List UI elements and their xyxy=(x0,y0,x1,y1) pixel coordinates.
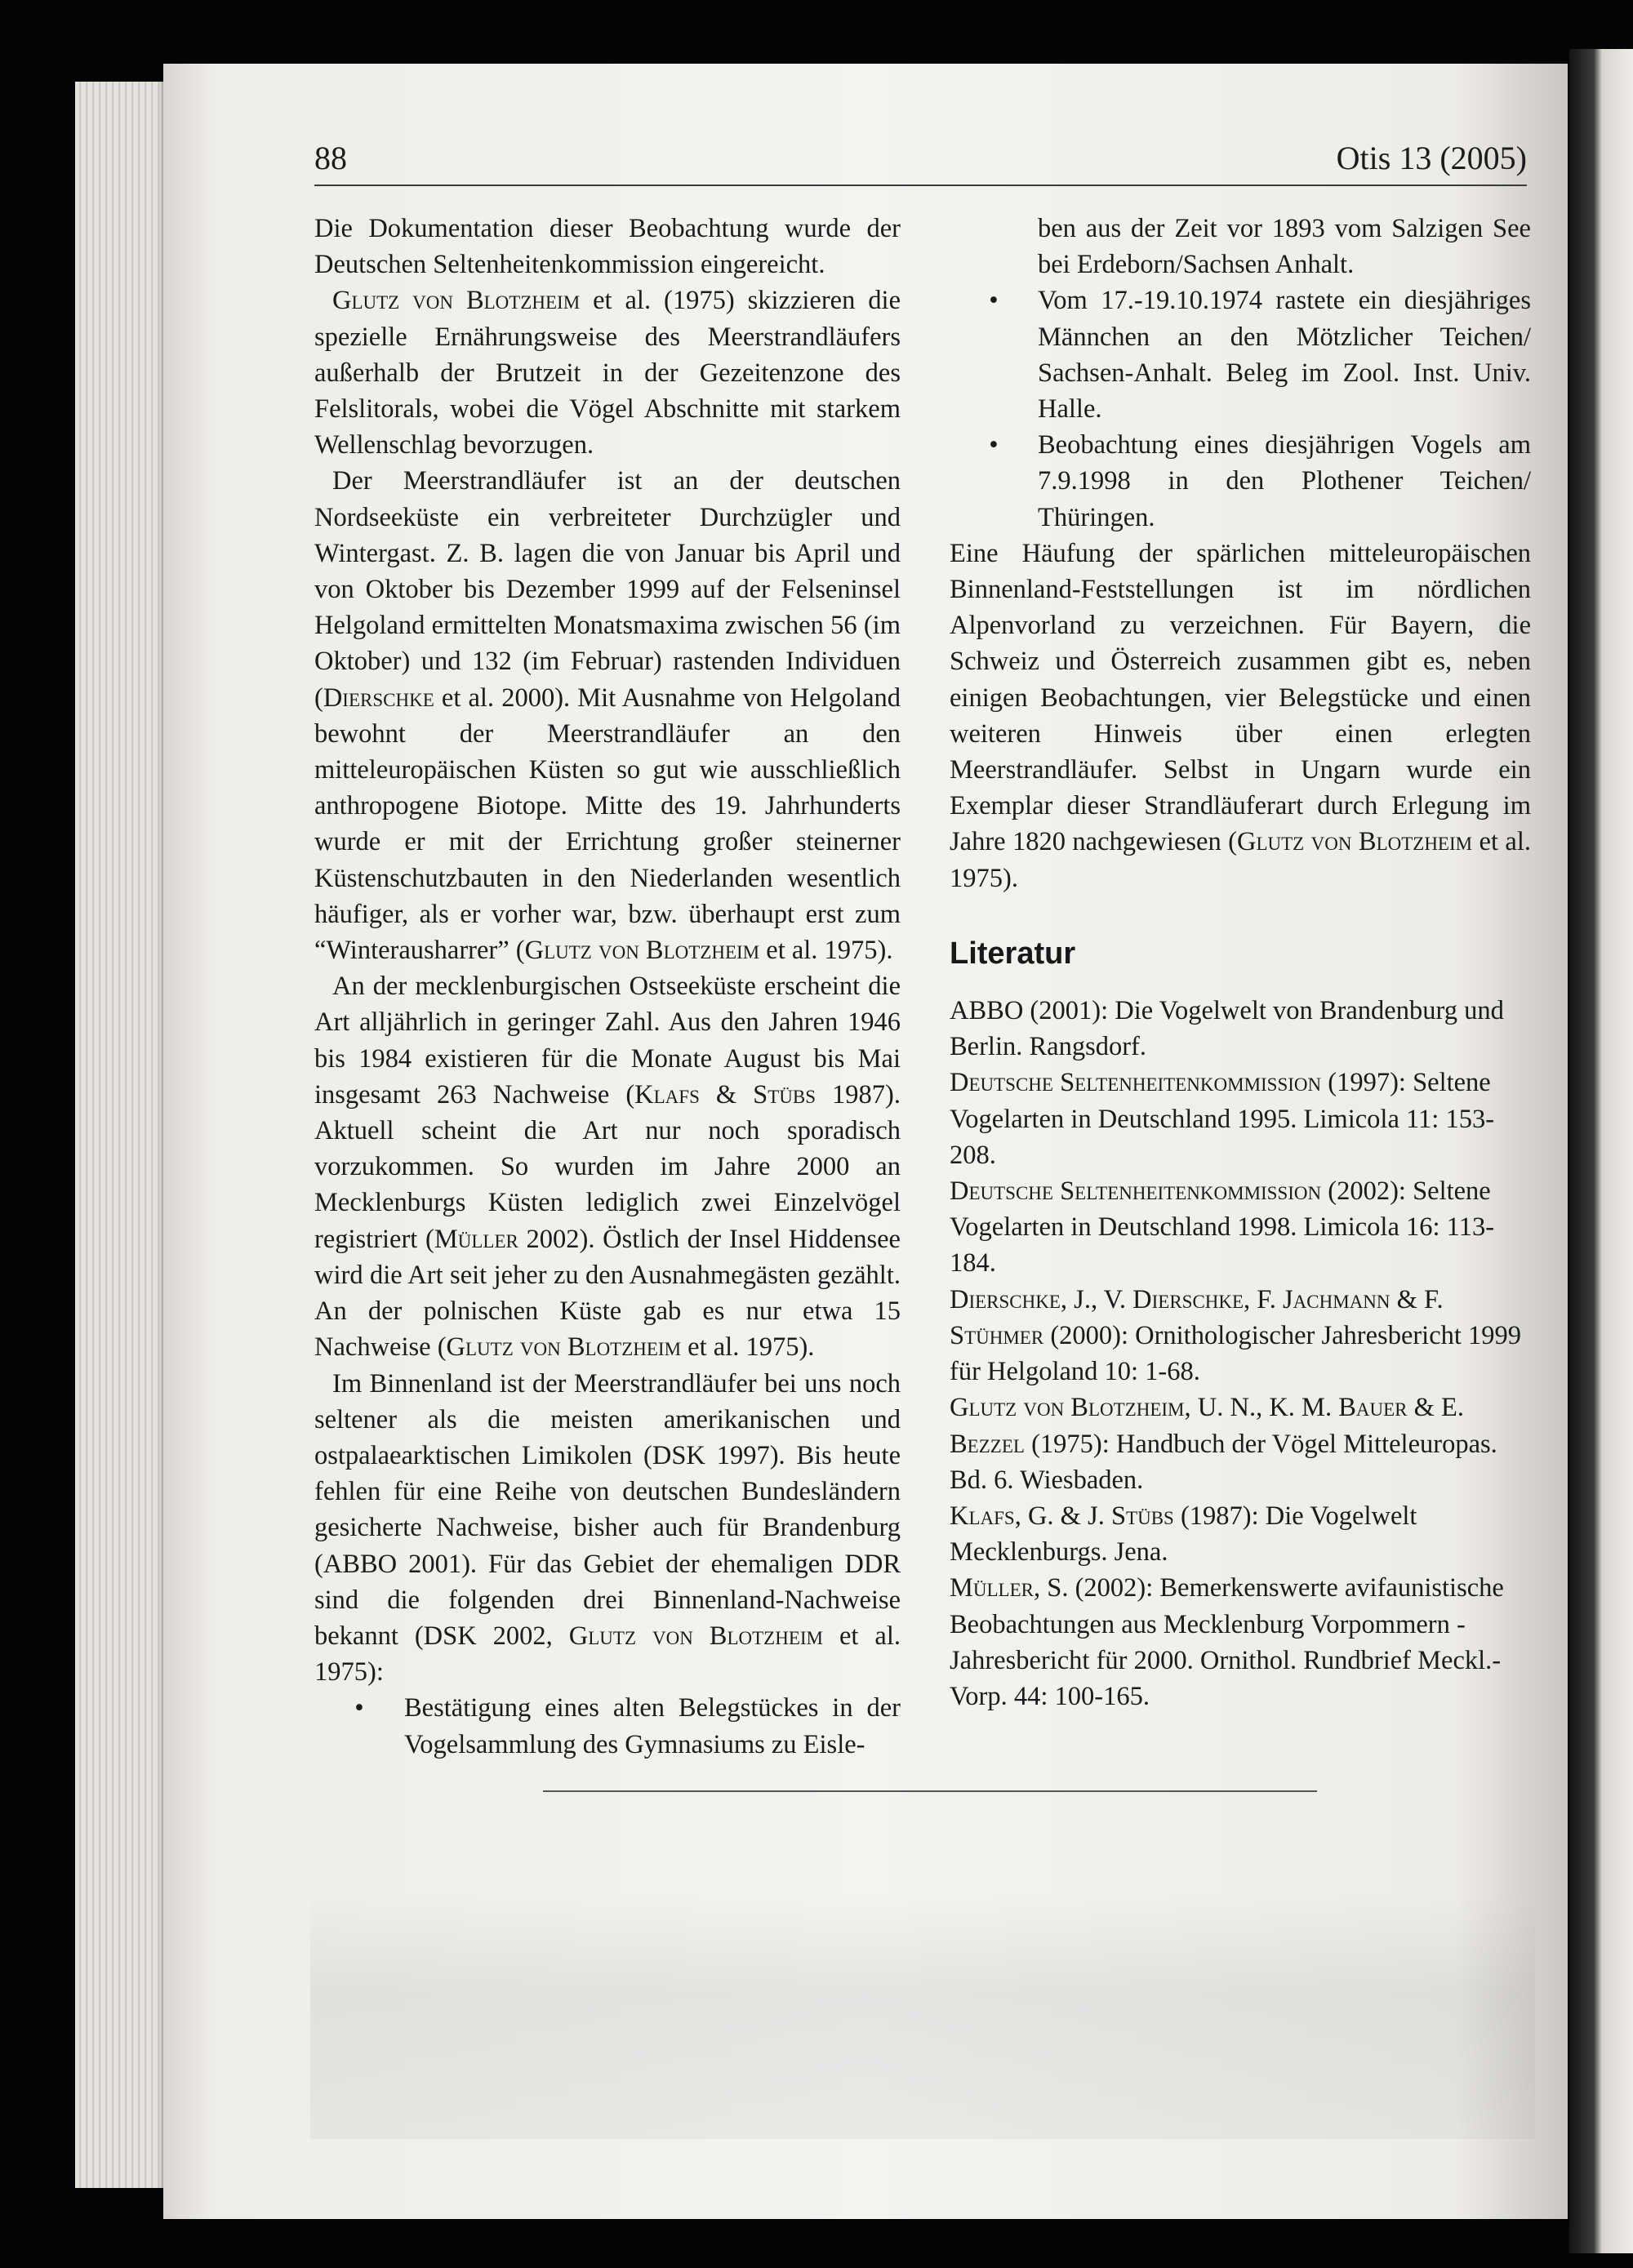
paragraph: An der mecklenburgischen Ostseeküste erscheint die Art alljährlich in geringer Zahl. Aus den Jahren 1946 bis 1984 existieren für die Monate August bis Mai insgesamt 263 Nachweise (Klafs & Stübs 1987). Aktuell scheint die Art nur noch sporadisch vorzukommen. So wurden im Jahre 2000 an Mecklenburgs Küsten lediglich zwei Einzelvögel registriert (Müller 2002). Östlich der Insel Hiddensee wird die Art seit jeher zu den Ausnahmegästen gezählt. An der polnischen Küste gab es nur etwa 15 Nachweise (Glutz von Blotzheim et al. 1975). xyxy=(314,972,901,1363)
bullet-mark: • xyxy=(354,1693,364,1723)
reference-author: Deutsche Seltenheitenkommission xyxy=(950,1068,1322,1098)
paragraph: Eine Häufung der spärlichen mitteleuropäischen Binnenland-Feststellungen ist im nördlichen Alpenvorland zu verzeichnen. Für Bayern, die Schweiz und Österreich zusammen gibt es, neben einigen Beobachtungen, vier Belegstücke und einen weiteren Hinweis über einen erlegten Meerstrandläufer. Selbst in Ungarn wurde ein Exemplar dieser Strandläuferart durch Erlegung im Jahre 1820 nachgewiesen (Glutz von Blotzheim et al. 1975). xyxy=(950,538,1531,893)
reference-entry: Glutz von Blotzheim, U. N., K. M. Bauer & E. Bezzel (1975): Handbuch der Vögel Mitteleuropas. Bd. 6. Wiesbaden. xyxy=(950,1393,1497,1495)
author-name: Glutz von Blotzheim xyxy=(568,1621,823,1651)
bullet-mark: • xyxy=(989,286,999,316)
reference-author: Müller, S. xyxy=(950,1573,1069,1603)
paragraph: Die Dokumentation dieser Beobachtung wurde der Deutschen Seltenheitenkommission eingereicht. xyxy=(314,214,901,280)
paragraph: Im Binnenland ist der Meerstrandläufer bei uns noch seltener als die meisten amerikanischen und ostpalaearktischen Limikolen (DSK 1997). Bis heute fehlen für eine Reihe von deutschen Bundesländern gesicherte Nachweise, bisher auch für Brandenburg (ABBO 2001). Für das Gebiet der ehemaligen DDR sind die folgenden drei Binnenland-Nachweise bekannt (DSK 2002, Glutz von Blotzheim et al. 1975): xyxy=(314,1368,901,1688)
reference-entry: Deutsche Seltenheitenkommission (2002): Seltene Vogelarten in Deutschland 1998. Limicola 16: 113-184. xyxy=(950,1176,1495,1279)
list-item xyxy=(950,282,1531,427)
reference-entry: Deutsche Seltenheitenkommission (1997): Seltene Vogelarten in Deutschland 1995. Limicola 11: 153-208. xyxy=(950,1068,1495,1170)
running-header xyxy=(314,139,1527,188)
author-name: Glutz von Blotzheim xyxy=(524,936,760,966)
list-item-text: Beobachtung eines diesjährigen Vogels am 7.9.1998 in den Plothener Teichen/ Thüringen. xyxy=(1038,430,1531,532)
reference-author: Glutz von Blotzheim, U. N., K. M. Bauer & E. Bezzel xyxy=(950,1393,1464,1459)
header-rule xyxy=(314,185,1527,186)
list-item-text: Bestätigung eines alten Belegstückes in der Vogelsammlung des Gymnasiums zu Eisle- xyxy=(404,1693,901,1759)
author-name: Dierschke xyxy=(323,683,434,713)
list-item-continued: ben aus der Zeit vor 1893 vom Salzigen See bei Erdeborn/Sachsen Anhalt. xyxy=(1038,214,1531,280)
left-column xyxy=(314,211,901,1763)
author-name: Müller xyxy=(434,1224,518,1254)
author-name: Glutz von Blotzheim xyxy=(1236,827,1473,857)
author-name: Glutz von Blotzheim xyxy=(446,1332,682,1363)
reference-entry: Müller, S. (2002): Bemerkenswerte avifaunistische Beobachtungen aus Mecklenburg Vorpommern - Jahresbericht für 2000. Ornithol. Rundbrief Meckl.-Vorp. 44: 100-165. xyxy=(950,1573,1504,1711)
reference-author: Klafs, G. & J. Stübs xyxy=(950,1501,1174,1531)
reference-entry: Klafs, G. & J. Stübs (1987): Die Vogelwelt Mecklenburgs. Jena. xyxy=(950,1501,1417,1568)
reference-author: Dierschke, J., V. Dierschke, F. Jachmann & F. Stühmer xyxy=(950,1284,1444,1350)
list-item xyxy=(314,1690,901,1762)
show-through-shadow xyxy=(310,1894,1535,2139)
bottom-rule xyxy=(543,1790,1317,1792)
reference-list xyxy=(950,993,1531,1714)
author-name: Klafs & Stübs xyxy=(634,1079,816,1110)
right-column xyxy=(950,211,1531,1714)
paragraph: Glutz von Blotzheim et al. (1975) skizzieren die spezielle Ernährungsweise des Meerstrandläufers außerhalb der Brutzeit in der Gezeitenzone des Felslitorals, wobei die Vögel Abschnitte mit starkem Wellenschlag bevorzugen. xyxy=(314,286,901,460)
reference-author: Deutsche Seltenheitenkommission xyxy=(950,1176,1322,1207)
list-item xyxy=(950,427,1531,536)
reference-entry: Dierschke, J., V. Dierschke, F. Jachmann & F. Stühmer (2000): Ornithologischer Jahresbericht 1999 für Helgoland 10: 1-68. xyxy=(950,1284,1522,1387)
page-number: 88 xyxy=(314,140,347,176)
reference-entry: ABBO (2001): Die Vogelwelt von Brandenburg und Berlin. Rangsdorf. xyxy=(950,996,1504,1062)
section-heading: Literatur xyxy=(950,936,1076,971)
journal-citation: Otis 13 (2005) xyxy=(1336,140,1527,176)
paragraph: Der Meerstrandläufer ist an der deutschen Nordseeküste ein verbreiteter Durchzügler und Wintergast. Z. B. lagen die von Januar bis April und von Oktober bis Dezember 1999 auf der Felseninsel Helgoland ermittelten Monatsmaxima zwischen 56 (im Oktober) und 132 (im Februar) rastenden Individuen (Dierschke et al. 2000). Mit Ausnahme von Helgoland bewohnt der Meerstrandläufer an den mitteleuropäischen Küsten so gut wie ausschließlich anthropogene Biotope. Mitte des 19. Jahrhunderts wurde er mit der Errichtung großer steinerner Küstenschutzbauten in den Niederlanden wesentlich häufiger, als er vorher war, bzw. überhaupt erst zum “Winterausharrer” (Glutz von Blotzheim et al. 1975). xyxy=(314,466,901,966)
book-spine xyxy=(1569,49,1633,2253)
bullet-mark: • xyxy=(989,430,999,460)
list-item-text: Vom 17.-19.10.1974 rastete ein diesjähriges Männchen an den Mötzlicher Teichen/ Sachsen-Anhalt. Beleg im Zool. Inst. Univ. Halle. xyxy=(1038,286,1531,425)
author-name: Glutz von Blotzheim xyxy=(332,286,581,316)
